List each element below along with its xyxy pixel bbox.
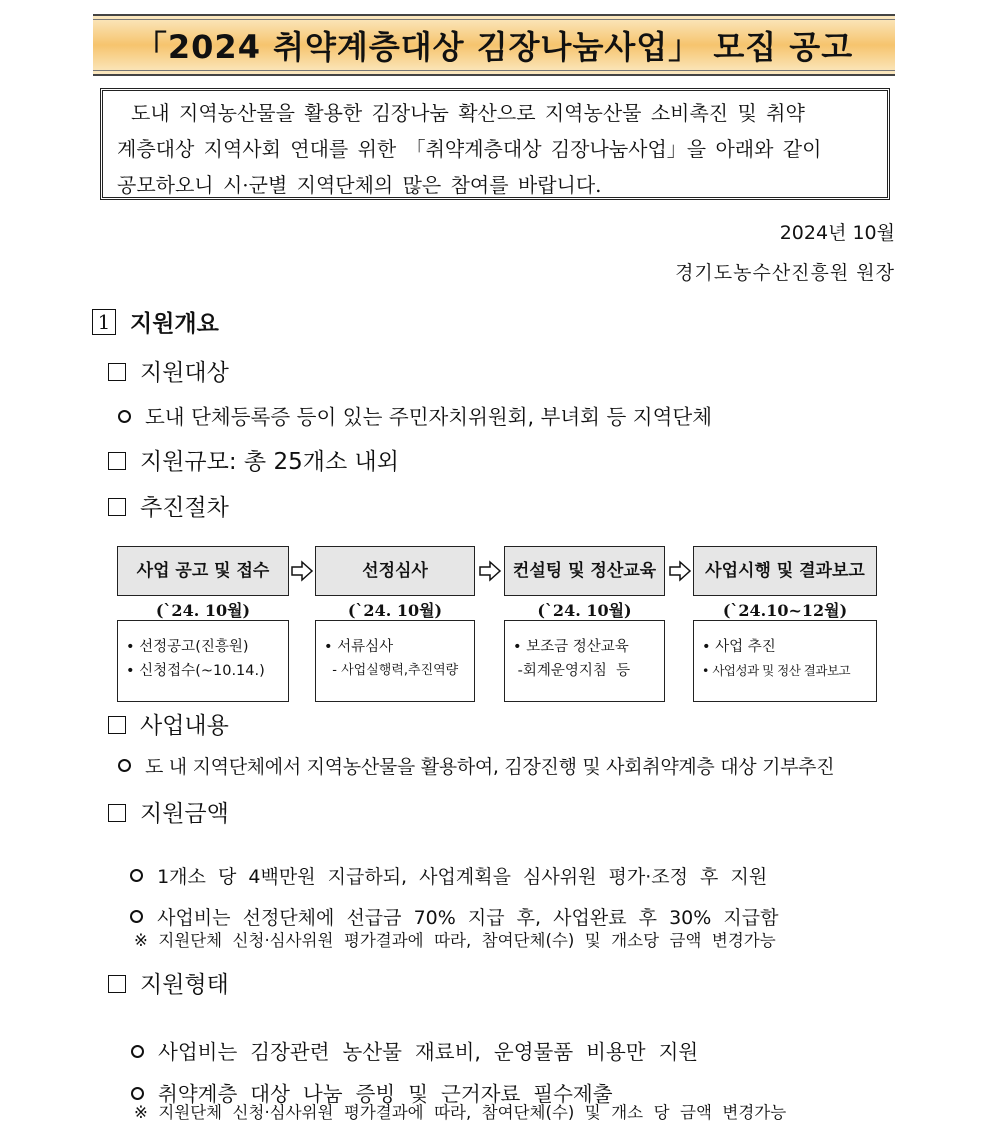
- flow-step-3: 컨설팅 및 정산교육: [504, 546, 665, 596]
- amount-heading: [108, 795, 229, 828]
- flow-step-1-date: (`24. 10월): [155, 601, 251, 620]
- right-arrow-icon: [478, 560, 502, 582]
- content-detail: [118, 752, 834, 779]
- section-title: 지원개요: [130, 311, 219, 337]
- flow-detail-item: - 사업실행력,추진역량: [324, 663, 459, 678]
- flow-detail-item: • 선정공고(진흥원): [126, 639, 249, 655]
- circle-bullet-icon: [118, 410, 131, 423]
- square-bullet-icon: [108, 716, 126, 734]
- flow-step-1: 사업 공고 및 접수: [117, 546, 289, 596]
- issuing-organization: 경기도농수산진흥원 원장: [675, 262, 895, 284]
- right-arrow-icon: [668, 560, 692, 582]
- page-title: 「2024 취약계층대상 김장나눔사업」 모집 공고: [134, 28, 854, 66]
- target-detail: [118, 400, 712, 430]
- flow-step-3-details: [504, 620, 665, 702]
- flow-detail-item: • 사업 추진: [702, 639, 776, 655]
- amount-detail-2: [118, 881, 778, 930]
- square-bullet-icon: [108, 363, 126, 381]
- scale-heading: [108, 443, 399, 476]
- section-1-heading: [92, 305, 219, 338]
- procedure-heading: [108, 489, 229, 522]
- flow-step-2-details: [315, 620, 475, 702]
- intro-line-2: 계층대상 지역사회 연대를 위한 「취약계층대상 김장나눔사업」을 아래와 같이: [117, 137, 822, 161]
- form-detail-2-text: 취약계층 대상 나눔 증빙 및 근거자료 필수제출: [158, 1082, 613, 1106]
- content-detail-text: 도 내 지역단체에서 지역농산물을 활용하여, 김장진행 및 사회취약계층 대상 기부추진: [145, 756, 835, 778]
- right-arrow-icon: [290, 560, 314, 582]
- circle-bullet-icon: [130, 910, 143, 923]
- square-bullet-icon: [108, 498, 126, 516]
- target-detail-text: 도내 단체등록증 등이 있는 주민자치위원회, 부녀회 등 지역단체: [145, 405, 713, 429]
- flow-detail-item: • 보조금 정산교육: [513, 639, 629, 655]
- flow-step-2-date: (`24. 10월): [347, 601, 443, 620]
- content-heading-text: 사업내용: [140, 713, 229, 739]
- flow-step-4-date: (`24.10~12월): [722, 601, 848, 620]
- flow-step-1-details: [117, 620, 289, 702]
- amount-detail-2-text: 사업비는 선정단체에 선급금 70% 지급 후, 사업완료 후 30% 지급함: [157, 907, 779, 929]
- intro-line-1: 도내 지역농산물을 활용한 김장나눔 확산으로 지역농산물 소비촉진 및 취약: [131, 101, 805, 125]
- circle-bullet-icon: [118, 759, 131, 772]
- content-heading: [108, 707, 229, 740]
- flow-detail-item: • 신청접수(~10.14.): [126, 663, 265, 679]
- form-note: ※ 지원단체 신청·심사위원 평가결과에 따라, 참여단체(수) 및 개소 당 금액 변경가능: [134, 1103, 787, 1122]
- amount-detail-1-text: 1개소 당 4백만원 지급하되, 사업계획을 심사위원 평가·조정 후 지원: [157, 866, 768, 888]
- form-detail-1-text: 사업비는 김장관련 농산물 재료비, 운영물품 비용만 지원: [158, 1040, 699, 1064]
- announcement-date: 2024년 10월: [779, 222, 895, 244]
- square-bullet-icon: [108, 452, 126, 470]
- square-bullet-icon: [108, 975, 126, 993]
- target-heading: [108, 354, 229, 387]
- flow-step-4-details: [693, 620, 877, 702]
- flow-detail-item: • 사업성과 및 정산 결과보고: [702, 663, 851, 678]
- flow-detail-item: -회계운영지침 등: [513, 663, 631, 679]
- form-heading-text: 지원형태: [140, 972, 229, 998]
- target-heading-text: 지원대상: [140, 360, 229, 386]
- flow-step-3-date: (`24. 10월): [537, 601, 632, 620]
- section-number-box: 1: [92, 309, 116, 335]
- amount-note: ※ 지원단체 신청·심사위원 평가결과에 따라, 참여단체(수) 및 개소당 금액 변경가능: [134, 931, 776, 950]
- intro-box: [100, 88, 890, 200]
- flow-step-4: 사업시행 및 결과보고: [693, 546, 877, 596]
- square-bullet-icon: [108, 804, 126, 822]
- title-banner: [93, 14, 895, 76]
- scale-heading-text: 지원규모: 총 25개소 내외: [140, 449, 399, 475]
- flow-step-2: 선정심사: [315, 546, 475, 596]
- amount-heading-text: 지원금액: [140, 801, 229, 827]
- intro-line-3: 공모하오니 시·군별 지역단체의 많은 참여를 바랍니다.: [117, 173, 602, 197]
- procedure-heading-text: 추진절차: [140, 495, 229, 521]
- form-heading: [108, 966, 229, 999]
- flow-detail-item: • 서류심사: [324, 639, 394, 655]
